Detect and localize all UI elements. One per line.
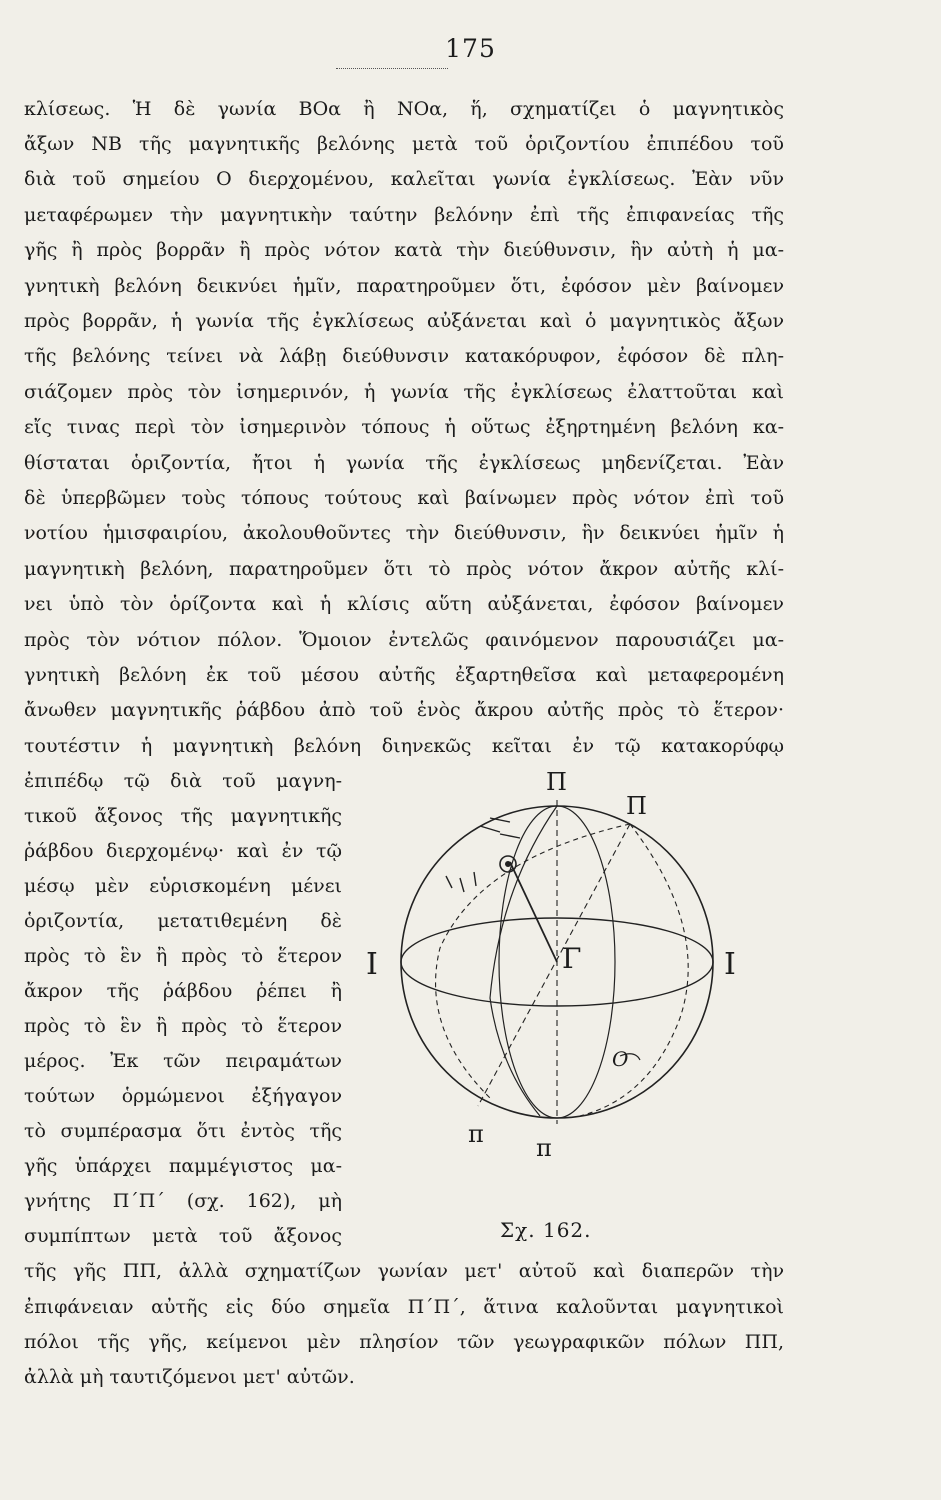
text-line: πρὸς τὸν νότιον πόλον. Ὅμοιον ἐντελῶς φαινόμενον παρουσιάζει μα-	[24, 629, 784, 651]
figure-caption: Σχ. 162.	[500, 1218, 592, 1242]
text-line: τικοῦ ἄξονος τῆς μαγνητικῆς	[24, 805, 342, 827]
label-left-point: Ι	[366, 947, 378, 982]
text-line: νει ὑπὸ τὸν ὁρίζοντα καὶ ἡ κλίσις αὕτη αὐξάνεται, ἐφόσον βαίνομεν	[24, 593, 784, 615]
text-line: τῆς γῆς ΠΠ, ἀλλὰ σχηματίζων γωνίαν μετ' αὐτοῦ καὶ διαπερῶν τὴν	[24, 1260, 784, 1282]
text-line: μαγνητικὴ βελόνη, παρατηροῦμεν ὅτι τὸ πρὸς νότον ἄκρον αὐτῆς κλί-	[24, 558, 784, 580]
text-line: ἄνωθεν μαγνητικῆς ῥάβδου ἀπὸ τοῦ ἑνὸς ἄκρου αὐτῆς πρὸς τὸ ἕτερον·	[24, 699, 784, 721]
needle-line	[510, 862, 557, 962]
text-line: μέσῳ μὲν εὑρισκομένη μένει	[24, 875, 342, 897]
label-center: Γ	[562, 942, 582, 975]
text-line: θίσταται ὁριζοντία, ἤτοι ἡ γωνία τῆς ἐγκλίσεως μηδενίζεται. Ἐὰν	[24, 452, 784, 474]
text-line: μεταφέρωμεν τὴν μαγνητικὴν ταύτην βελόνην ἐπὶ τῆς ἐπιφανείας τῆς	[24, 204, 784, 226]
text-line: γνητικὴ βελόνη δεικνύει ἡμῖν, παρατηροῦμεν ὅτι, ἐφόσον μὲν βαίνομεν	[24, 275, 784, 297]
text-line: τούτων ὁρμώμενοι ἐξήγαγον	[24, 1085, 342, 1107]
text-line: νοτίου ἡμισφαιρίου, ἀκολουθοῦντες τὴν διεύθυνσιν, ἣν δεικνύει ἡμῖν ἡ	[24, 522, 784, 544]
text-line: γῆς ἢ πρὸς βορρᾶν ἢ πρὸς νότον κατὰ τὴν διεύθυνσιν, ἣν αὐτὴ ἡ μα-	[24, 239, 784, 261]
text-line: ἐπιφάνειαν αὐτῆς εἰς δύο σημεῖα Π΄Π΄, ἅτινα καλοῦνται μαγνητικοὶ	[24, 1296, 784, 1318]
meridian-line	[490, 806, 557, 1116]
label-right-point: Ι	[724, 947, 736, 982]
text-line: γῆς ὑπάρχει παμμέγιστος μα-	[24, 1155, 342, 1177]
label-bottom-magnetic-pole: π	[468, 1120, 484, 1148]
magnetic-meridian	[580, 824, 688, 1116]
label-small-o: Ο	[612, 1047, 629, 1071]
text-line: πρὸς τὸ ἓν ἢ πρὸς τὸ ἕτερον	[24, 945, 342, 967]
text-line: ἄξων ΝΒ τῆς μαγνητικῆς βελόνης μετὰ τοῦ ὁριζοντίου ἐπιπέδου τοῦ	[24, 133, 784, 155]
text-line: πόλοι τῆς γῆς, κείμενοι μὲν πλησίον τῶν γεωγραφικῶν πόλων ΠΠ,	[24, 1331, 784, 1353]
text-line: ἐπιπέδῳ τῷ διὰ τοῦ μαγνη-	[24, 770, 342, 792]
page-number: 175	[445, 34, 496, 63]
text-line: πρὸς βορρᾶν, ἡ γωνία τῆς ἐγκλίσεως αὐξάνεται καὶ ὁ μαγνητικὸς ἄξων	[24, 310, 784, 332]
label-top-pole: Π	[546, 768, 567, 796]
text-line: ἄκρον τῆς ῥάβδου ῥέπει ἢ	[24, 980, 342, 1002]
text-line: κλίσεως. Ἡ δὲ γωνία ΒΟα ἢ ΝΟα, ἥ, σχηματίζει ὁ μαγνητικὸς	[24, 98, 784, 120]
text-line: εἴς τινας περὶ τὸν ἰσημερινὸν τόπους ἡ οὕτως ἐξηρτημένη βελόνη κα-	[24, 416, 784, 438]
text-line: μέρος. Ἐκ τῶν πειραμάτων	[24, 1050, 342, 1072]
text-line: τὸ συμπέρασμα ὅτι ἐντὸς τῆς	[24, 1120, 342, 1142]
globe-figure	[350, 768, 790, 1248]
text-line: σιάζομεν πρὸς τὸν ἰσημερινόν, ἡ γωνία τῆς ἐγκλίσεως ἐλαττοῦται καὶ	[24, 381, 784, 403]
text-line: ῥάβδου διερχομένῳ· καὶ ἐν τῷ	[24, 840, 342, 862]
page-number-rule	[336, 68, 448, 69]
text-line: δὲ ὑπερβῶμεν τοὺς τόπους τούτους καὶ βαίνωμεν πρὸς νότον ἐπὶ τοῦ	[24, 487, 784, 509]
text-line: διὰ τοῦ σημείου Ο διερχομένου, καλεῖται γωνία ἐγκλίσεως. Ἐὰν νῦν	[24, 168, 784, 190]
text-line: συμπίπτων μετὰ τοῦ ἄξονος	[24, 1225, 342, 1247]
text-line: πρὸς τὸ ἓν ἢ πρὸς τὸ ἕτερον	[24, 1015, 342, 1037]
label-bottom-pole: π	[536, 1134, 552, 1162]
text-line: ἀλλὰ μὴ ταυτιζόμενοι μετ' αὐτῶν.	[24, 1366, 355, 1388]
magnetic-meridian-2	[436, 824, 630, 1098]
text-line: τῆς βελόνης τείνει νὰ λάβῃ διεύθυνσιν κατακόρυφον, ἐφόσον δὲ πλη-	[24, 345, 784, 367]
text-line: γνητικὴ βελόνη ἐκ τοῦ μέσου αὐτῆς ἐξαρτηθεῖσα καὶ μεταφερομένη	[24, 664, 784, 686]
text-line: γνήτης Π΄Π΄ (σχ. 162), μὴ	[24, 1190, 342, 1212]
text-line: ὁριζοντία, μετατιθεμένη δὲ	[24, 910, 342, 932]
text-line: τουτέστιν ἡ μαγνητικὴ βελόνη διηνεκῶς κεῖται ἐν τῷ κατακορύφῳ	[24, 735, 784, 757]
label-top-magnetic-pole: Π	[626, 792, 647, 820]
